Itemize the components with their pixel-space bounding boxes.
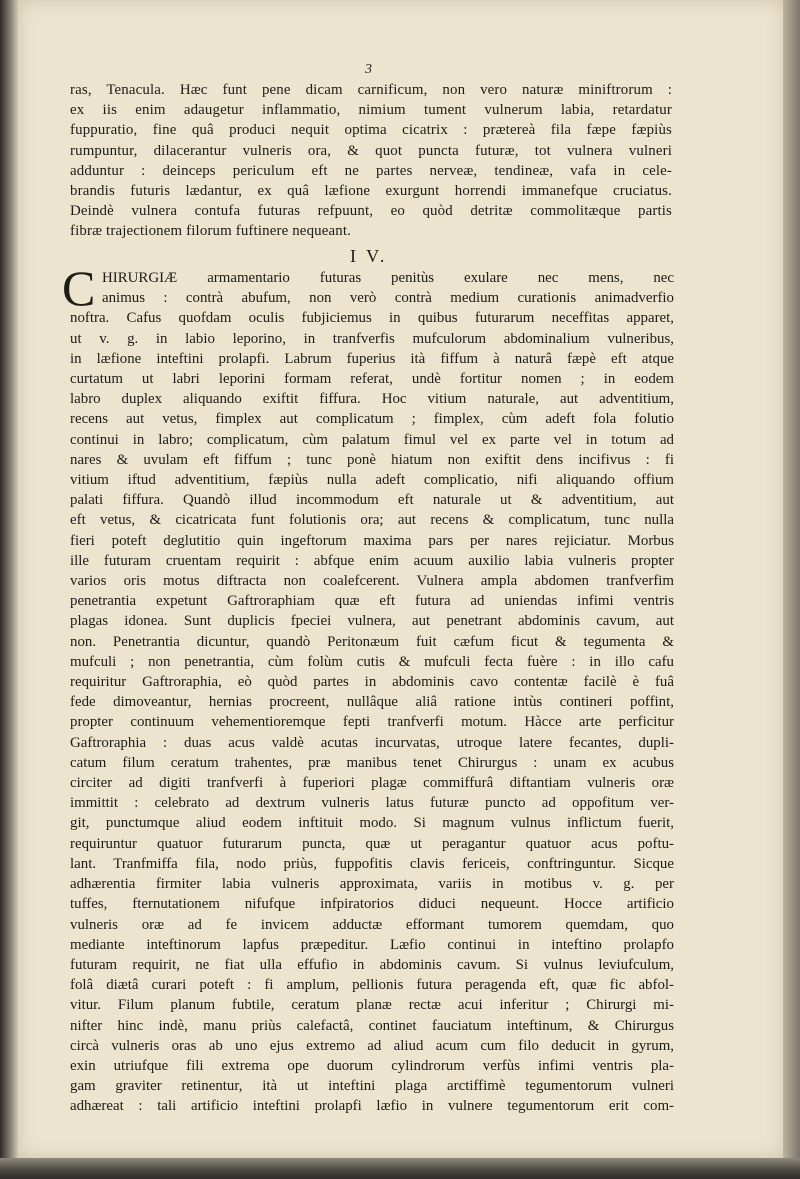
text-line: nares & uvulam eft fiffum ; tunc ponè hiatum non exiftit dens incifivus : fi	[70, 451, 674, 468]
text-line: tuffes, fternutationem nifufque infpiratorios diduci nequeunt. Hocce artificio	[70, 896, 674, 913]
text-line: adduntur : deinceps periculum eft ne partes nerveæ, tendineæ, vafa in cele-	[70, 162, 672, 179]
text-line: vulneris oræ ad fe invicem adductæ efformant tumorem quemdam, quo	[70, 916, 674, 933]
text-line: git, punctumque aliud eodem inftituit modo. Si magnum vulnus inflictum fuerit,	[70, 815, 674, 832]
text-line: nifter hinc indè, manu priùs calefactâ, continet fauciatum inteftinum, & Chirurgus	[70, 1017, 674, 1034]
paragraph-2	[70, 268, 674, 1117]
text-line: Deindè vulnera contufa futuras refpuunt, eo quòd detritæ commolitæque partis	[70, 203, 672, 220]
text-line: adhærentia firmiter labia vulneris approximata, variis in motibus v. g. per	[70, 876, 674, 893]
text-line: vitur. Filum planum fubtile, ceratum planæ rectæ acui inferitur ; Chirurgi mi-	[70, 997, 674, 1014]
paragraph-1	[70, 80, 672, 242]
text-line: futuram requirit, ne fiat ulla effufio in abdominis cavum. Si vulnus leviufculum,	[70, 956, 674, 973]
text-line: ras, Tenacula. Hæc funt pene dicam carnificum, non vero naturæ miniftrorum :	[70, 82, 672, 98]
text-line: HIRURGIÆ armamentario futuras penitùs exulare nec mens, nec	[102, 270, 674, 286]
text-line: fibræ trajectionem filorum fuftinere nequeant.	[70, 223, 352, 240]
text-line: propter continuum vehementioremque fepti tranfverfi motum. Hàcce arte perficitur	[70, 714, 674, 731]
text-line: circiter ad digiti tranfverfi à fuperiori plagæ commiffurâ diftantiam vulneris oræ	[70, 775, 674, 792]
text-line: fuppuratio, fine quâ produci nequit optima cicatrix : prætereà fila fæpe fæpiùs	[70, 122, 672, 139]
text-line: gam graviter retinentur, ità ut inteftini plaga arctiffimè tegumentorum vulneri	[70, 1078, 674, 1095]
text-line: varios oris motus diftracta non coalefcerent. Vulnera ampla abdomen tranfverfim	[70, 573, 674, 590]
text-line: immittit : celebrato ad dextrum vulneris latus futuræ puncto ad oppofitum ver-	[70, 795, 674, 812]
text-line: palati fiffura. Quandò illud incommodum eft naturale ut & adventitium, aut	[70, 492, 674, 509]
text-line: ut v. g. in labio leporino, in tranfverfis mufculorum abdominalium vulneribus,	[70, 330, 674, 347]
text-line: plagas idonea. Sunt duplicis fpeciei vulnera, aut penetrant abdominis cavum, aut	[70, 613, 674, 630]
text-line: curtatum ut labri leporini formam referat, undè fortitur nomen ; in eodem	[70, 371, 674, 388]
text-line: folâ diætâ curari poteft : fi amplum, pellionis futura peragenda eft, quæ fic abfol-	[70, 977, 674, 994]
text-line: ille futuram cruentam requirit : abfque enim acuum auxilio labia vulneris propter	[70, 552, 674, 569]
text-line: brandis futuris lædantur, ex quâ læfione exurgunt horrendi immanefque cruciatus.	[70, 183, 672, 200]
text-line: continui in labro; complicatum, cùm palatum fimul vel ex parte vel in totum ad	[70, 431, 674, 448]
drop-cap: C	[62, 260, 96, 316]
text-line: requiruntur quatuor futurarum puncta, quæ ut peragantur quatuor acus poftu-	[70, 835, 674, 852]
text-line: adhæreat : tali artificio inteftini prolapfi læfio in vulnere tegumentorum erit com-	[70, 1098, 674, 1115]
text-line: exin utriufque fili extrema ope duorum cylindrorum verfùs infimi ventris pla-	[70, 1057, 674, 1074]
text-line: animus : contrà abufum, non verò contrà medium curationis animadverfio	[102, 290, 674, 307]
section-heading: I V.	[350, 246, 388, 266]
text-line: Gaftroraphia : duas acus valdè acutas incurvatas, utroque latere fecantes, dupli-	[70, 734, 674, 751]
text-line: catum filum ceratum trahentes, præ manibus tenet Chirurgus : unam ex acubus	[70, 754, 674, 771]
text-line: recens aut vetus, fimplex aut complicatum ; fimplex, cùm adeft fola folutio	[70, 411, 674, 428]
text-line: non. Penetrantia dicuntur, quandò Peritonæum fuit cæfum ficut & tegumenta &	[70, 633, 674, 650]
text-line: noftra. Cafus quofdam oculis fubjiciemus in quibus futurarum neceffitas apparet,	[70, 310, 674, 327]
text-line: vitium iftud adventitium, fæpiùs nulla adeft complicatio, nifi aliquando offium	[70, 472, 674, 489]
text-line: fede dimoveantur, hernias procreent, nullâque aliâ ratione intùs contineri poffint,	[70, 694, 674, 711]
book-edge-bottom	[0, 1158, 800, 1179]
text-line: eft vetus, & cicatricata funt folutionis ora; aut recens & complicatum, tunc nulla	[70, 512, 674, 529]
text-line: mufculi ; non penetrantia, cùm folùm cutis & mufculi fecta fuère : in illo cafu	[70, 653, 674, 670]
text-line: labro duplex aliquando exiftit fiffura. Hoc vitium naturale, aut adventitium,	[70, 391, 674, 408]
text-line: ex iis enim adaugetur inflammatio, nimium tument vulnerum labia, retardatur	[70, 102, 672, 119]
text-line: requiritur Gaftroraphia, eò quòd partes in abdominis cavo contentæ facilè è fuâ	[70, 674, 674, 691]
book-binding-left	[0, 0, 18, 1158]
text-line: mediante inteftinorum lapfus præpeditur. Læfio continui in inteftino prolapfo	[70, 936, 674, 953]
book-edge-right	[783, 0, 800, 1158]
text-line: in læfione inteftini prolapfi. Labrum fuperius ità fiffum à naturâ fæpè eft atque	[70, 350, 674, 367]
text-line: lant. Tranfmiffa fila, nodo priùs, fuppofitis clavis fericeis, conftringuntur. Sicque	[70, 855, 674, 872]
page-number: 3	[365, 62, 372, 77]
text-line: penetrantia expetunt Gaftroraphiam quæ eft futura ad uniendas infimi ventris	[70, 593, 674, 610]
text-line: rumpuntur, dilacerantur vulneris ora, & quot puncta futuræ, tot vulnera vulneri	[70, 142, 672, 159]
text-line: circà vulneris oras ab uno ejus extremo ad aliud acum cum filo deducit in gyrum,	[70, 1037, 674, 1054]
text-line: fieri poteft deglutitio quin ingeftorum maxima pars per nares rejiciatur. Morbus	[70, 532, 674, 549]
